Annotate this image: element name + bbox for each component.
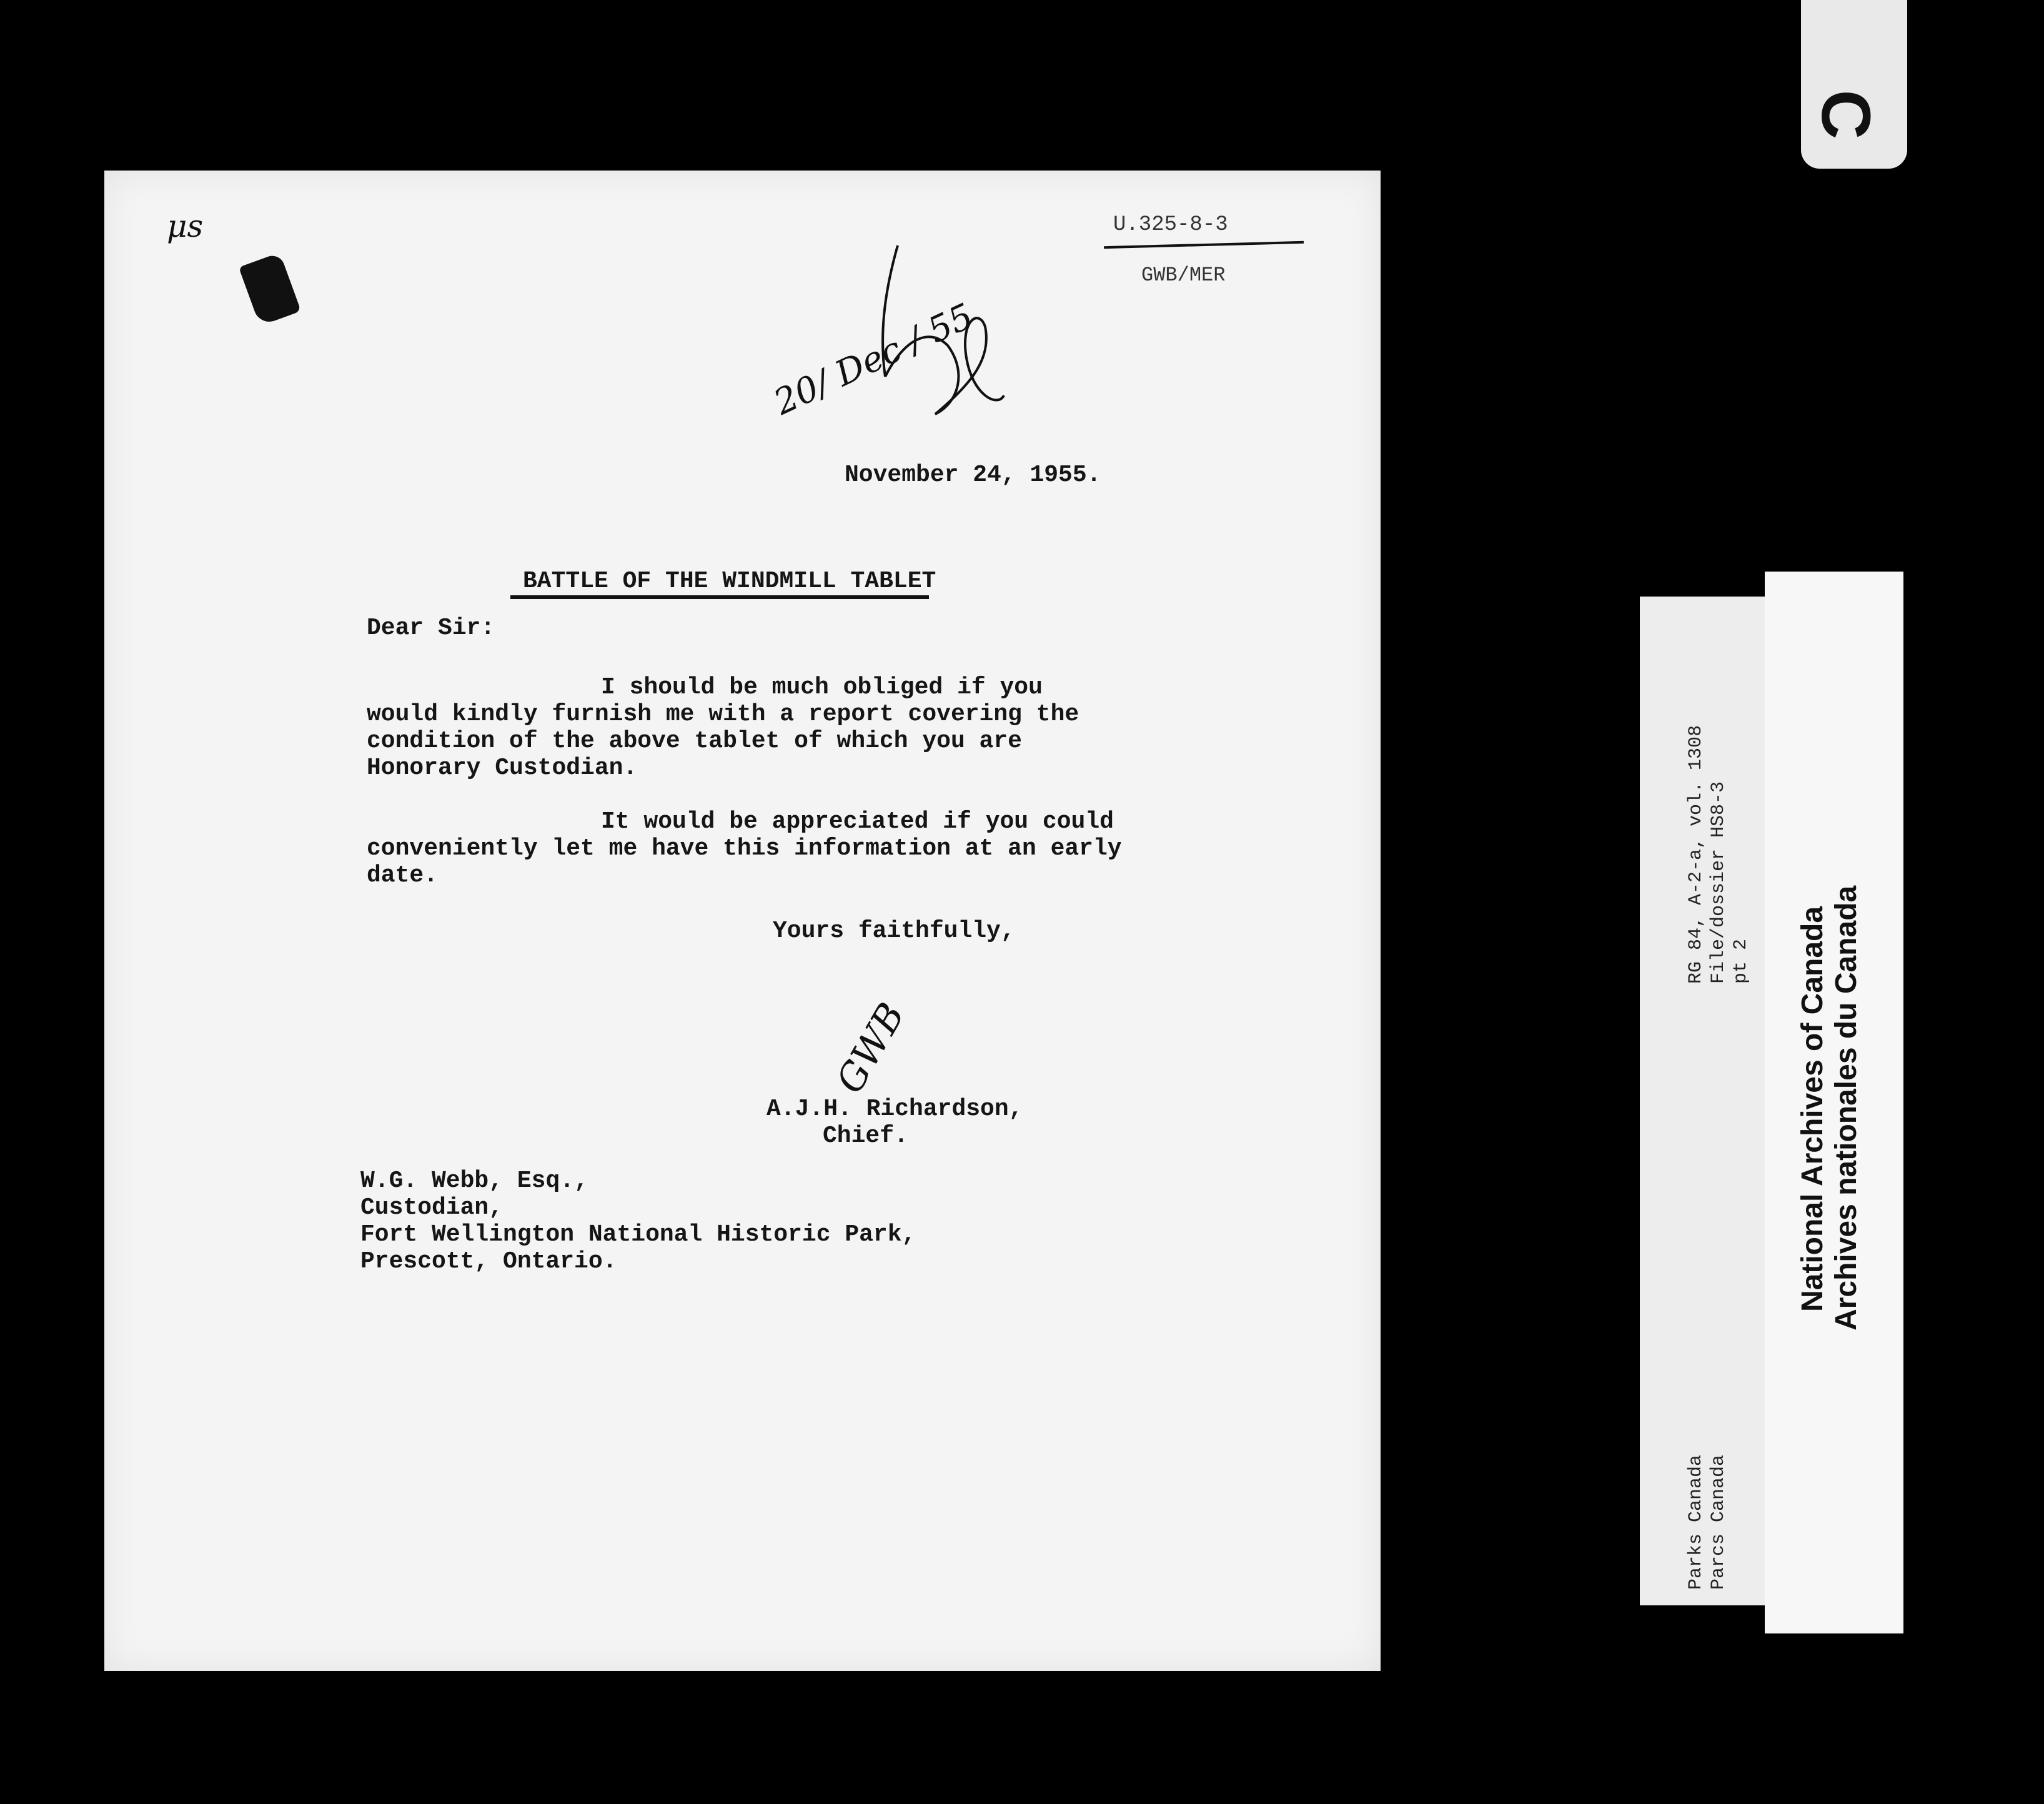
handwritten-scribble: [841, 233, 1029, 433]
paragraph-2-line-2: conveniently let me have this information at an early: [367, 835, 1122, 862]
letter-date: November 24, 1955.: [845, 462, 1101, 488]
recipient-line-2: Custodian,: [360, 1194, 504, 1221]
recipient-line-1: W.G. Webb, Esq.,: [360, 1167, 588, 1194]
institution-line-2: Archives nationales du Canada: [1830, 885, 1863, 1331]
agency-line-1: Parks Canada: [1685, 1454, 1707, 1590]
agency-line-2: Parcs Canada: [1708, 1454, 1729, 1590]
margin-mark: μs: [167, 208, 204, 244]
file-number: U.325-8-3: [1113, 213, 1228, 237]
initials-reference: GWB/MER: [1141, 264, 1226, 287]
film-frame-tab: [1801, 0, 1907, 169]
signature-initials: GWB: [828, 995, 914, 1101]
signer-name: A.J.H. Richardson,: [766, 1096, 1023, 1123]
reference-line-3: pt 2: [1730, 938, 1752, 984]
letter-subject: BATTLE OF THE WINDMILL TABLET: [523, 568, 936, 595]
paragraph-1-line-3: condition of the above tablet of which you are: [367, 728, 1022, 755]
recipient-line-3: Fort Wellington National Historic Park,: [360, 1221, 916, 1248]
letter-page: [104, 171, 1381, 1671]
paragraph-1-line-2: would kindly furnish me with a report covering the: [367, 701, 1079, 728]
institution-label-strip: [1765, 572, 1903, 1633]
paragraph-2-line-1: It would be appreciated if you could: [601, 808, 1114, 835]
paragraph-1-line-1: I should be much obliged if you: [601, 674, 1043, 701]
frame-marker-glyph: C: [1807, 89, 1885, 140]
closing: Yours faithfully,: [773, 918, 1015, 944]
paragraph-1-line-4: Honorary Custodian.: [367, 755, 638, 781]
reference-label-strip: [1640, 597, 1765, 1605]
reference-line-1: RG 84, A-2-a, vol. 1308: [1685, 725, 1707, 984]
paragraph-2-line-3: date.: [367, 862, 439, 889]
ink-blot: [239, 252, 301, 326]
recipient-line-4: Prescott, Ontario.: [360, 1248, 617, 1275]
institution-line-1: National Archives of Canada: [1796, 906, 1829, 1312]
signer-title: Chief.: [823, 1123, 908, 1149]
reference-line-2: File/dossier HS8-3: [1708, 781, 1729, 984]
salutation: Dear Sir:: [367, 615, 495, 642]
handwritten-stamp-note: 20/ Dec / 55: [768, 295, 980, 424]
file-number-rule: [1104, 241, 1304, 249]
subject-underline: [510, 595, 929, 599]
